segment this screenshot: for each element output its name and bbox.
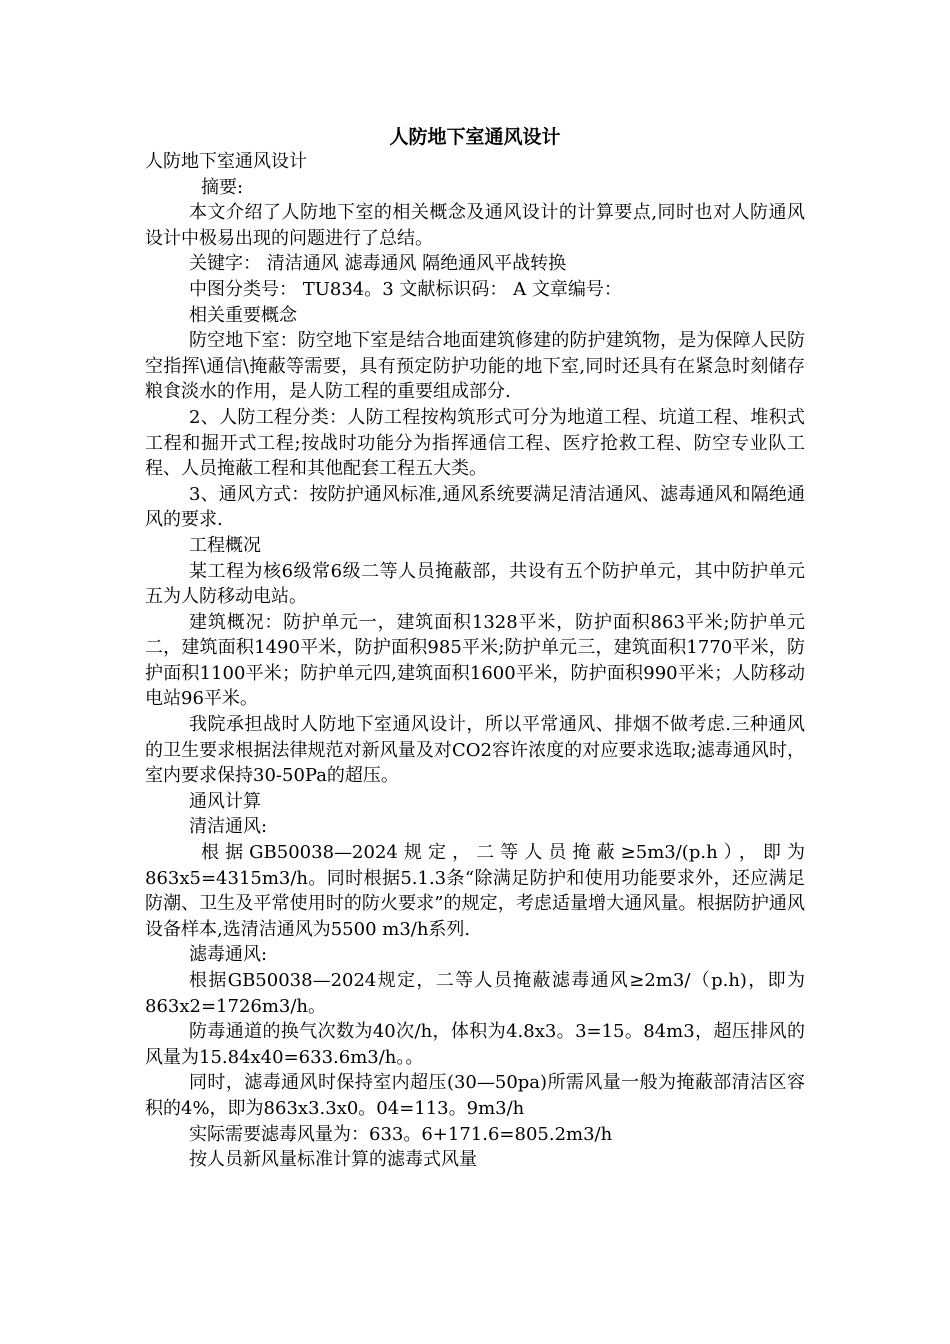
paragraph: 通风计算 — [189, 790, 261, 812]
document-body — [145, 149, 805, 1173]
paragraph: 本文介绍了人防地下室的相关概念及通风设计的计算要点,同时也对人防通风设计中极易出现的问题进行了总结。 — [145, 202, 805, 249]
paragraph: 某工程为核6级常6级二等人员掩蔽部，共设有五个防护单元，其中防护单元五为人防移动电站。 — [145, 560, 805, 608]
paragraph: 摘要: — [201, 176, 244, 198]
paragraph: 防空地下室：防空地下室是结合地面建筑修建的防护建筑物，是为保障人民防空指挥\通信\掩蔽等需要，具有预定防护功能的地下室,同时还具有在紧急时刻储存粮食淡水的作用，是人防工程的重要组成部分. — [145, 330, 805, 403]
paragraph: 2、人防工程分类：人防工程按构筑形式可分为地道工程、坑道工程、堆积式工程和掘开式工程;按战时功能分为指挥通信工程、医疗抢救工程、防空专业队工程、人员掩蔽工程和其他配套工程五大类。 — [145, 406, 805, 480]
paragraph: 3、通风方式：按防护通风标准,通风系统要满足清洁通风、滤毒通风和隔绝通风的要求. — [145, 483, 805, 531]
paragraph: 中图分类号： TU834。3 文献标识码： A 文章编号： — [189, 278, 622, 300]
paragraph: 关键字： 清洁通风 滤毒通风 隔绝通风平战转换 — [189, 253, 567, 275]
paragraph: 根据GB50038—2024规定，二等人员掩蔽滤毒通风≥2m3/（p.h)，即为863x2=1726m3/h。 — [145, 970, 805, 1017]
paragraph: 根据GB50038—2024规定，二等人员掩蔽≥5m3/(p.h），即为863x5=4315m3/h。同时根据5.1.3条“除满足防护和使用功能要求外，还应满足防潮、卫生及平常使用时的防火要求”的规定，考虑适量增大通风量。根据防护通风设备样本,选清洁通风为5500 m3/h系列. — [145, 842, 805, 940]
paragraph: 我院承担战时人防地下室通风设计，所以平常通风、排烟不做考虑.三种通风的卫生要求根据法律规范对新风量及对CO2容许浓度的对应要求选取;滤毒通风时，室内要求保持30-50Pa的超压。 — [145, 714, 805, 787]
paragraph: 防毒通道的换气次数为40次/h，体积为4.8x3。3=15。84m3，超压排风的风量为15.84x40=633.6m3/h。。 — [145, 1021, 805, 1068]
paragraph: 建筑概况：防护单元一，建筑面积1328平米，防护面积863平米;防护单元二，建筑面积1490平米，防护面积985平米;防护单元三，建筑面积1770平米，防护面积1100平米；防护单元四,建筑面积1600平米，防护面积990平米；人防移动电站96平米。 — [145, 611, 805, 710]
paragraph: 人防地下室通风设计 — [145, 151, 307, 172]
paragraph: 相关重要概念 — [189, 304, 297, 326]
paragraph: 同时，滤毒通风时保持室内超压(30—50pa)所需风量一般为掩蔽部清洁区容积的4%，即为863x3.3x0。04=113。9m3/h — [145, 1072, 805, 1119]
paragraph: 清洁通风: — [189, 816, 268, 838]
paragraph: 实际需要滤毒风量为：633。6+171.6=805.2m3/h — [189, 1123, 613, 1145]
paragraph: 按人员新风量标准计算的滤毒式风量 — [189, 1149, 477, 1171]
document-title: 人防地下室通风设计 — [389, 126, 561, 148]
paragraph: 工程概况 — [189, 534, 261, 556]
paragraph: 滤毒通风: — [189, 944, 268, 966]
